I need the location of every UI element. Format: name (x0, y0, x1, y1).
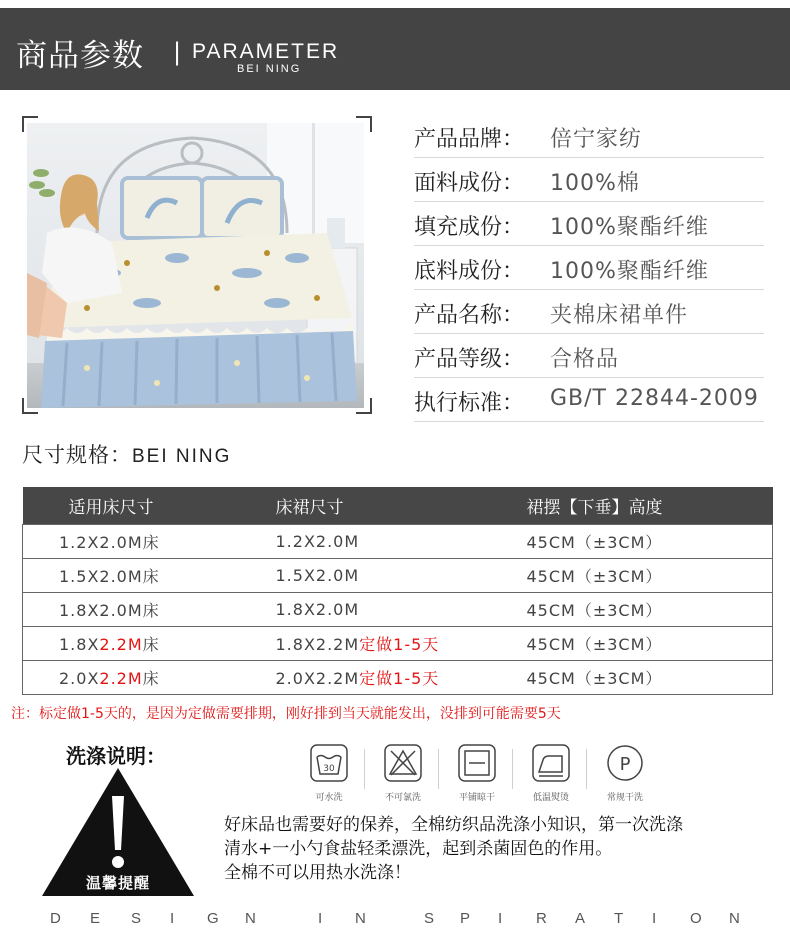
care-tips (224, 813, 683, 885)
footer-letter: E (90, 910, 101, 927)
cell-bed-size (23, 559, 276, 593)
wash-title: 洗涤说明： (66, 744, 166, 768)
care-label: 不可氯洗 (384, 793, 421, 803)
parameter-list (414, 116, 764, 424)
size-table-row (23, 525, 773, 559)
no-bleach-icon (383, 743, 423, 783)
header-subtitle: BEI NING (237, 63, 302, 75)
param-key: 产品名称： (414, 303, 525, 328)
col-header-skirt-size: 床裙尺寸 (276, 487, 527, 525)
param-row (414, 380, 764, 422)
header-title-en: PARAMETER (192, 40, 340, 63)
bed-size-suffix: 床 (142, 669, 160, 688)
param-key: 执行标准： (414, 391, 525, 416)
custom-order-note: 注：标定做1-5天的，是因为定做需要排期，刚好排到当天就能发出，没排到可能需要5天 (11, 706, 561, 722)
care-item-hand-wash (296, 743, 362, 803)
care-tip-line: 全棉不可以用热水洗涤！ (224, 863, 411, 883)
param-row (414, 116, 764, 158)
bed-illustration (27, 123, 364, 408)
warning-sign (40, 766, 196, 898)
header-title-cn: 商品参数 (16, 38, 144, 74)
care-label: 常规干洗 (606, 793, 643, 803)
cell-drop-height: 45CM（±3CM） (527, 559, 773, 593)
care-divider (586, 749, 587, 789)
footer-design-inspiration (0, 910, 790, 934)
bed-size-text: 1.2X2.0M床 (59, 533, 160, 552)
cell-skirt-size (276, 525, 527, 559)
warning-label: 温馨提醒 (85, 874, 150, 892)
col-header-drop-height: 裙摆【下垂】高度 (527, 487, 773, 525)
footer-letter: A (575, 910, 586, 927)
param-row (414, 248, 764, 290)
header-separator: | (173, 38, 182, 66)
cell-bed-size (23, 525, 276, 559)
dry-clean-icon (605, 743, 645, 783)
cell-drop-height: 45CM（±3CM） (527, 627, 773, 661)
care-divider (512, 749, 513, 789)
footer-letter: R (536, 910, 547, 927)
custom-order-tag: 定做1-5天 (359, 635, 440, 654)
care-label: 平铺晾干 (458, 793, 495, 803)
param-value: 100%聚酯纤维 (550, 259, 709, 284)
param-value: 合格品 (550, 347, 620, 372)
cell-bed-size (23, 593, 276, 627)
bed-size-text: 1.5X2.0M床 (59, 567, 160, 586)
footer-letter: P (460, 910, 471, 927)
param-key: 产品等级： (414, 347, 525, 372)
care-item-low-iron (518, 743, 584, 803)
care-tip-line: 好床品也需要好的保养，全棉纺织品洗涤小知识，第一次洗涤 (224, 815, 683, 835)
size-table-row (23, 661, 773, 695)
cell-drop-height: 45CM（±3CM） (527, 661, 773, 695)
param-value: GB/T 22844-2009 (550, 386, 759, 411)
flat-dry-icon (457, 743, 497, 783)
cell-skirt-size (276, 593, 527, 627)
care-item-flat-dry (444, 743, 510, 803)
footer-letter: O (690, 910, 702, 927)
param-value: 夹棉床裙单件 (550, 303, 689, 328)
custom-order-tag: 定做1-5天 (359, 669, 440, 688)
care-item-dry-clean (592, 743, 658, 803)
skirt-size-text: 1.2X2.0M (275, 532, 360, 551)
footer-letter: I (652, 910, 657, 927)
svg-text:30: 30 (323, 764, 335, 774)
param-key: 填充成份： (414, 215, 525, 240)
size-table-row (23, 627, 773, 661)
param-row (414, 336, 764, 378)
footer-letter: D (50, 910, 61, 927)
footer-letter: I (170, 910, 175, 927)
cell-bed-size (23, 627, 276, 661)
footer-letter: S (131, 910, 142, 927)
cell-skirt-size (276, 627, 527, 661)
cell-bed-size (23, 661, 276, 695)
size-section-title (22, 439, 231, 469)
care-label: 可水洗 (315, 793, 343, 803)
care-label: 低温熨烫 (532, 793, 569, 803)
bed-size-text: 2.0X (59, 669, 100, 688)
size-table (22, 487, 773, 695)
param-value: 100%棉 (550, 171, 640, 196)
param-key: 底料成份： (414, 259, 525, 284)
size-table-row (23, 559, 773, 593)
param-value: 100%聚酯纤维 (550, 215, 709, 240)
size-table-header-row (23, 487, 773, 525)
product-photo (27, 123, 364, 408)
care-item-no-bleach (370, 743, 436, 803)
size-table-row (23, 593, 773, 627)
low-iron-icon (531, 743, 571, 783)
care-divider (438, 749, 439, 789)
param-row (414, 204, 764, 246)
bed-size-highlight: 2.2M (99, 669, 143, 688)
skirt-size-text: 1.8X2.0M (275, 600, 360, 619)
size-title-en: BEI NING (132, 446, 232, 467)
footer-letter: S (424, 910, 435, 927)
bed-size-highlight: 2.2M (99, 635, 143, 654)
param-value: 倍宁家纺 (550, 127, 643, 152)
cell-drop-height: 45CM（±3CM） (527, 593, 773, 627)
footer-letter: I (318, 910, 323, 927)
care-icons-row (296, 743, 666, 805)
footer-letter: N (355, 910, 366, 927)
footer-letter: I (498, 910, 503, 927)
skirt-size-text: 2.0X2.2M (275, 669, 360, 688)
hand-wash-30-icon (309, 743, 349, 783)
footer-letter: N (245, 910, 256, 927)
care-tip-line: 清水+一小勺食盐轻柔漂洗，起到杀菌固色的作用。 (224, 839, 613, 859)
footer-letter: T (614, 910, 624, 927)
care-divider (364, 749, 365, 789)
param-key: 面料成份： (414, 171, 525, 196)
svg-text:P: P (619, 754, 631, 775)
skirt-size-text: 1.8X2.2M (275, 635, 360, 654)
footer-letter: N (729, 910, 740, 927)
cell-skirt-size (276, 559, 527, 593)
col-header-bed-size: 适用床尺寸 (23, 487, 276, 525)
size-title-cn: 尺寸规格： (22, 443, 132, 467)
bed-size-text: 1.8X2.0M床 (59, 601, 160, 620)
cell-skirt-size (276, 661, 527, 695)
product-photo-frame (22, 116, 372, 414)
param-key: 产品品牌： (414, 127, 525, 152)
footer-letter: G (207, 910, 219, 927)
param-row (414, 292, 764, 334)
cell-drop-height: 45CM（±3CM） (527, 525, 773, 559)
param-row (414, 160, 764, 202)
bed-size-text: 1.8X (59, 635, 100, 654)
bed-size-suffix: 床 (142, 635, 160, 654)
skirt-size-text: 1.5X2.0M (275, 566, 360, 585)
page-header (0, 8, 790, 90)
